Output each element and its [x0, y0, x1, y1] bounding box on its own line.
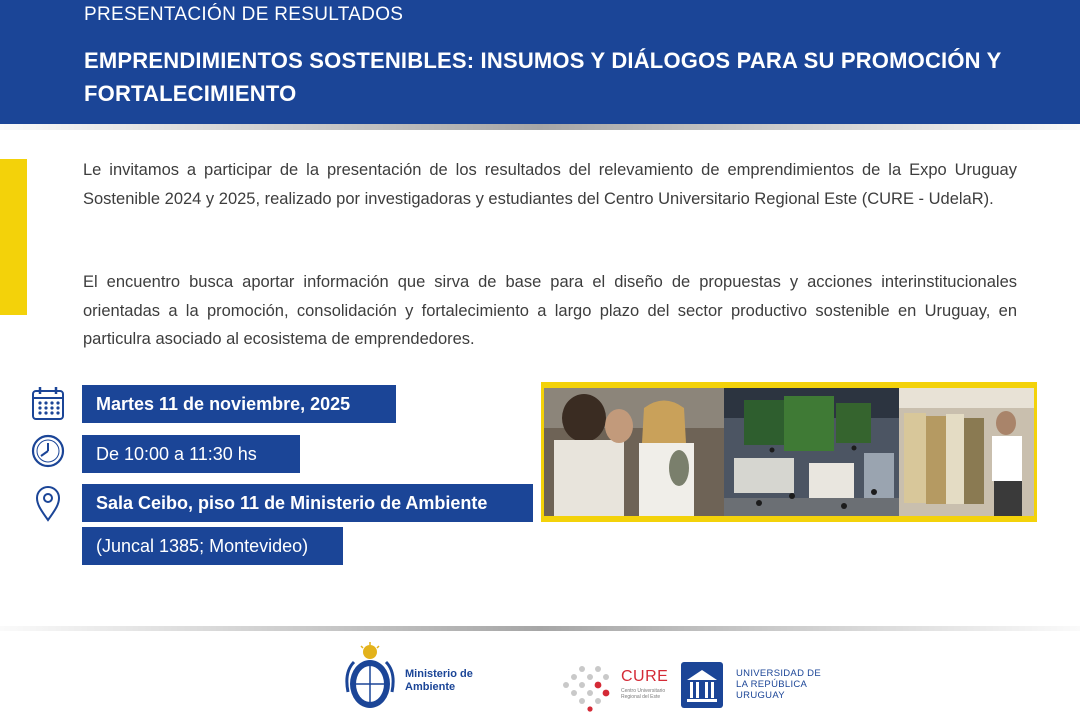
event-time: De 10:00 a 11:30 hs — [82, 435, 300, 473]
header-divider — [0, 124, 1080, 130]
intro-paragraph: Le invitamos a participar de la presentación de los resultados del relevamiento de emprendimientos de la Expo Uruguay Sostenible 2024 y 2025, realizado por investigadoras y estudiantes del Centro Universitario Regional Este (CURE - UdelaR). — [83, 161, 1017, 208]
expo-photo — [544, 388, 1034, 516]
event-place: Sala Ceibo, piso 11 de Ministerio de Ambiente — [82, 484, 533, 522]
header-banner — [0, 0, 1080, 124]
location-pin-icon — [30, 484, 66, 522]
footer-divider — [0, 626, 1080, 631]
cure-logo-text: CURE — [621, 668, 669, 685]
udelar-logo-text: UNIVERSIDAD DE LA REPÚBLICA URUGUAY — [736, 668, 821, 701]
uruguay-coat-of-arms-logo — [340, 642, 400, 716]
event-address: (Juncal 1385; Montevideo) — [82, 527, 343, 565]
purpose-paragraph: El encuentro busca aportar información que sirva de base para el diseño de propuestas y acciones interinstitucionales orientadas a la promoción, consolidación y fortalecimiento a largo plazo del sector productivo sostenible en Uruguay, en particulra asociado al ecosistema de emprendedores. — [83, 273, 1017, 348]
page-title: EMPRENDIMIENTOS SOSTENIBLES: INSUMOS Y DIÁLOGOS PARA SU PROMOCIÓN Y FORTALECIMIENTO — [84, 48, 1002, 106]
clock-icon — [30, 432, 66, 470]
ministerio-logo-text: Ministerio de Ambiente — [405, 668, 473, 693]
cure-dots-logo — [558, 658, 614, 712]
udelar-building-logo — [681, 662, 723, 708]
accent-bar — [0, 159, 27, 315]
calendar-icon — [30, 385, 66, 423]
header-kicker: PRESENTACIÓN DE RESULTADOS — [84, 4, 404, 25]
cure-logo-subtitle: Centro Universitario Regional del Este — [621, 688, 666, 700]
event-date: Martes 11 de noviembre, 2025 — [82, 385, 396, 423]
